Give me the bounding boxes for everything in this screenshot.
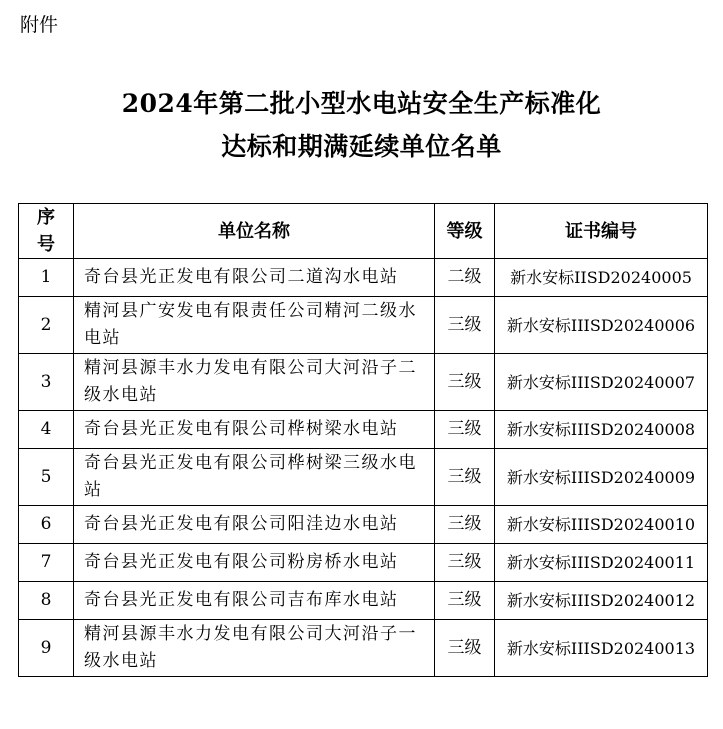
row-level: 三级 — [435, 544, 495, 582]
row-unit-name: 精河县广安发电有限责任公司精河二级水电站 — [74, 297, 435, 354]
row-certificate-number: 新水安标IIISD20240010 — [495, 506, 708, 544]
row-index: 7 — [19, 544, 74, 582]
row-certificate-number: 新水安标IIISD20240008 — [495, 411, 708, 449]
row-unit-name: 奇台县光正发电有限公司阳洼边水电站 — [74, 506, 435, 544]
row-unit-name: 精河县源丰水力发电有限公司大河沿子二级水电站 — [74, 354, 435, 411]
table-row — [19, 449, 708, 506]
row-certificate-number: 新水安标IIISD20240013 — [495, 620, 708, 677]
table-row — [19, 620, 708, 677]
table-row — [19, 354, 708, 411]
row-unit-name: 奇台县光正发电有限公司桦树梁三级水电站 — [74, 449, 435, 506]
row-unit-name: 精河县源丰水力发电有限公司大河沿子一级水电站 — [74, 620, 435, 677]
row-index: 6 — [19, 506, 74, 544]
row-level: 三级 — [435, 297, 495, 354]
table-row — [19, 506, 708, 544]
document-title-line-2: 达标和期满延续单位名单 — [221, 132, 502, 161]
row-index: 5 — [19, 449, 74, 506]
table-row — [19, 259, 708, 297]
row-certificate-number: 新水安标IIISD20240012 — [495, 582, 708, 620]
row-level: 三级 — [435, 411, 495, 449]
row-unit-name: 奇台县光正发电有限公司二道沟水电站 — [74, 259, 435, 297]
table-row — [19, 297, 708, 354]
header-certificate-number: 证书编号 — [495, 204, 708, 259]
row-level: 二级 — [435, 259, 495, 297]
row-index: 3 — [19, 354, 74, 411]
row-certificate-number: 新水安标IIISD20240006 — [495, 297, 708, 354]
row-level: 三级 — [435, 449, 495, 506]
attachment-label: 附件 — [20, 14, 59, 36]
table-row — [19, 544, 708, 582]
row-unit-name: 奇台县光正发电有限公司粉房桥水电站 — [74, 544, 435, 582]
row-level: 三级 — [435, 582, 495, 620]
row-unit-name: 奇台县光正发电有限公司桦树梁水电站 — [74, 411, 435, 449]
row-index: 2 — [19, 297, 74, 354]
header-index: 序号 — [19, 204, 74, 259]
row-certificate-number: 新水安标IISD20240005 — [495, 259, 708, 297]
header-level: 等级 — [435, 204, 495, 259]
row-level: 三级 — [435, 506, 495, 544]
document-title-line-1: 2024年第二批小型水电站安全生产标准化 — [121, 89, 602, 118]
table-row — [19, 411, 708, 449]
row-certificate-number: 新水安标IIISD20240007 — [495, 354, 708, 411]
row-index: 4 — [19, 411, 74, 449]
row-index: 8 — [19, 582, 74, 620]
header-unit-name: 单位名称 — [74, 204, 435, 259]
row-index: 1 — [19, 259, 74, 297]
unit-list-table — [18, 203, 708, 677]
table-row — [19, 582, 708, 620]
table-header-row — [19, 204, 708, 259]
row-index: 9 — [19, 620, 74, 677]
row-unit-name: 奇台县光正发电有限公司吉布库水电站 — [74, 582, 435, 620]
row-certificate-number: 新水安标IIISD20240011 — [495, 544, 708, 582]
row-certificate-number: 新水安标IIISD20240009 — [495, 449, 708, 506]
row-level: 三级 — [435, 354, 495, 411]
row-level: 三级 — [435, 620, 495, 677]
